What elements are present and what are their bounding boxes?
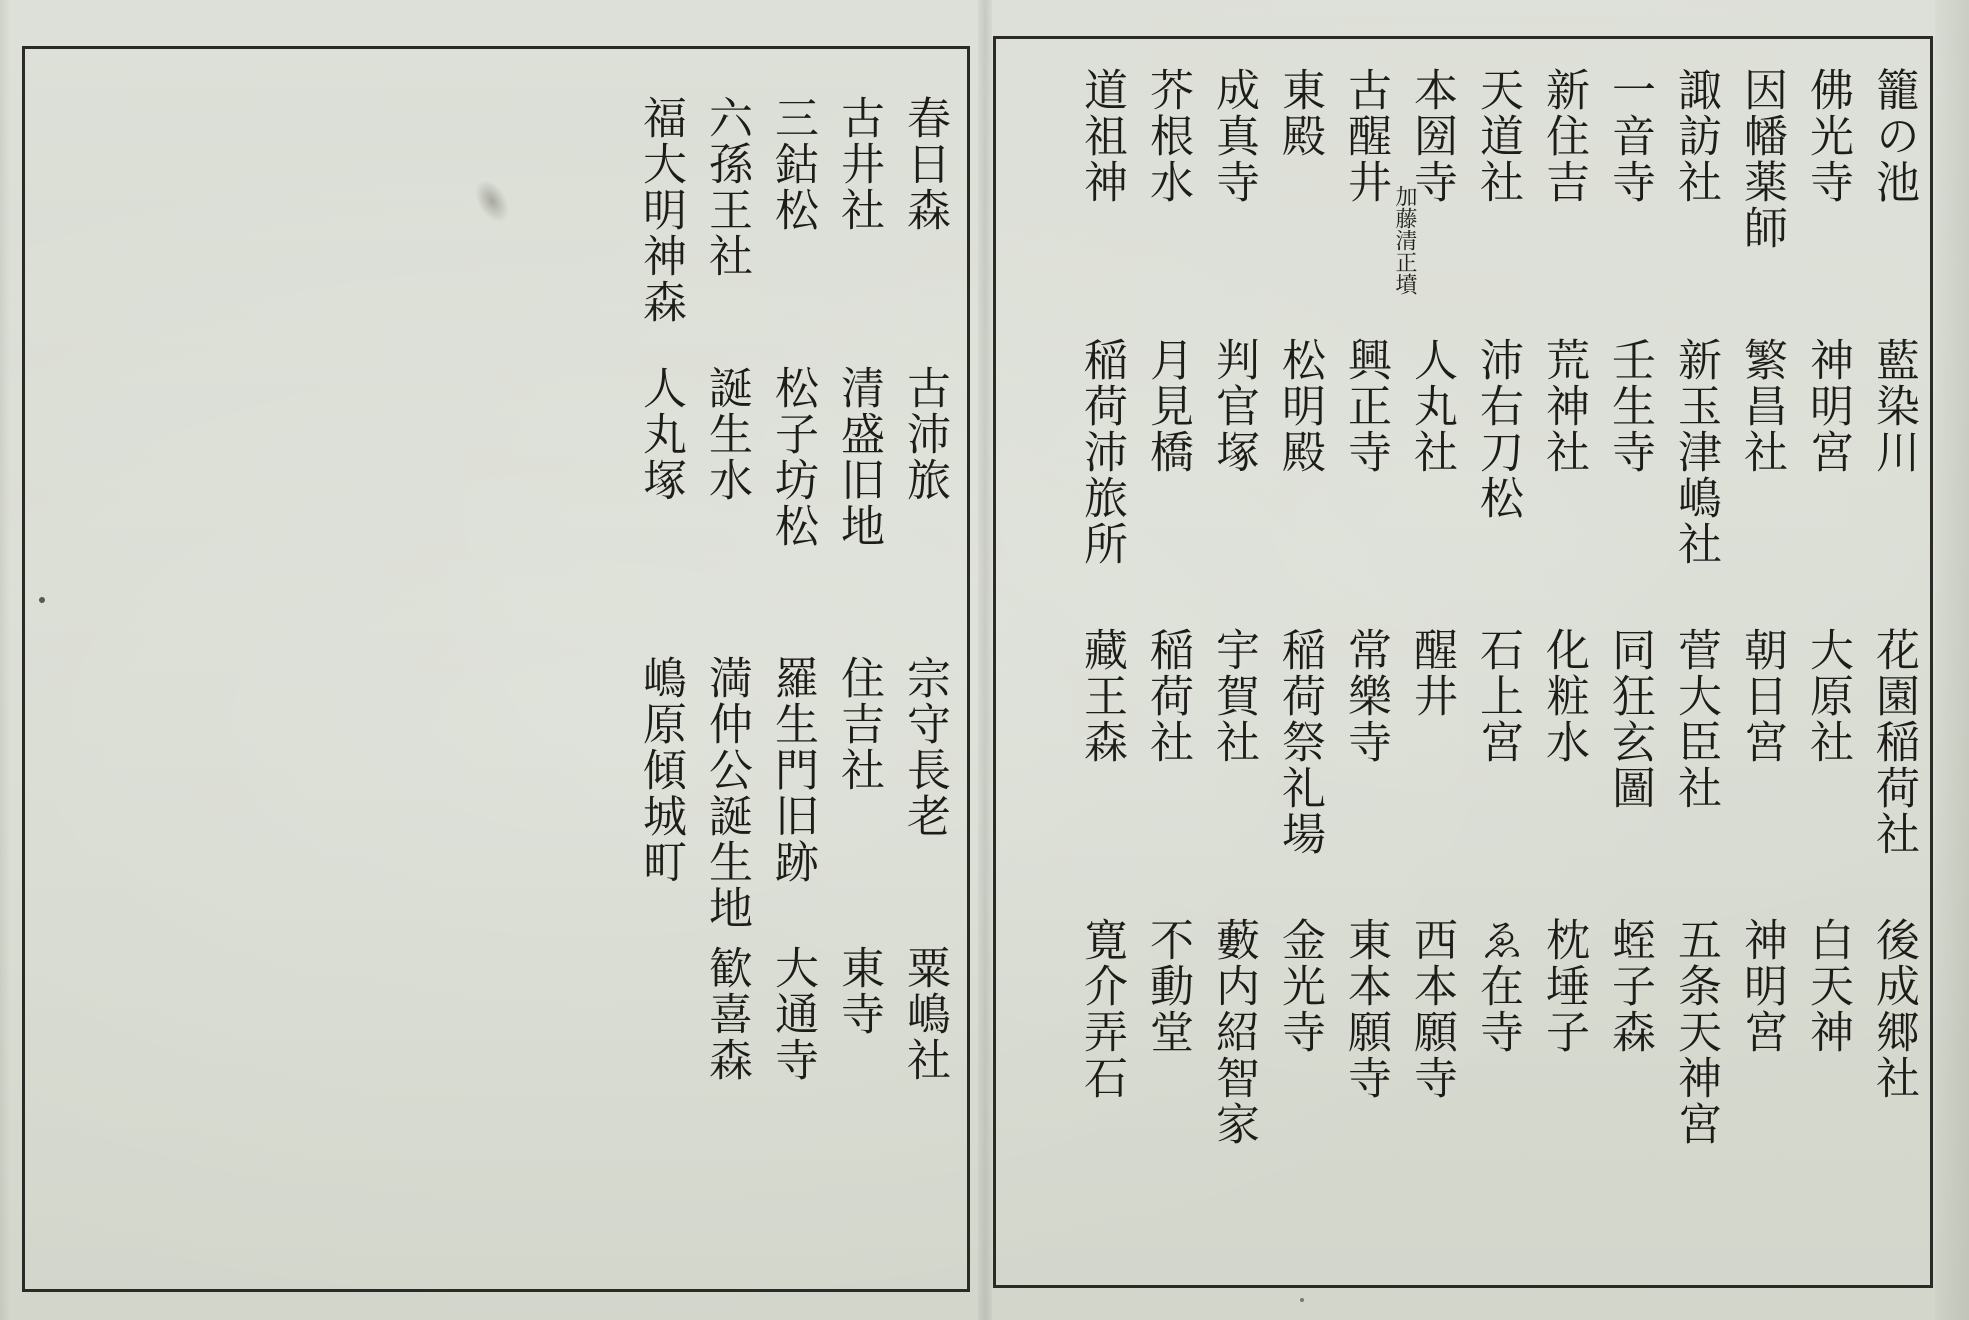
entry-cell — [763, 95, 821, 365]
text-column — [1266, 67, 1332, 1267]
page-edge-shadow — [1935, 0, 1969, 1320]
place-name: 三鈷松 — [767, 95, 818, 233]
entry-cell — [1204, 917, 1262, 1217]
text-column — [1332, 67, 1398, 1267]
entry-cell — [1072, 627, 1130, 917]
place-name: 菅大臣社 — [1670, 627, 1721, 811]
entry-cell — [1402, 627, 1460, 917]
place-name: 白天神 — [1802, 917, 1853, 1055]
entry-cell — [1666, 337, 1724, 627]
place-name: 一音寺 — [1604, 67, 1655, 205]
entry-cell — [1798, 337, 1856, 627]
entry-cell — [1072, 67, 1130, 337]
place-name: 醒井 — [1406, 627, 1457, 719]
place-name: 天道社 — [1472, 67, 1523, 205]
entry-cell — [1468, 627, 1526, 917]
entry-cell — [895, 365, 953, 655]
entry-cell — [829, 655, 887, 945]
entry-cell — [1270, 67, 1328, 337]
place-name: 繁昌社 — [1736, 337, 1787, 475]
place-name: 歓喜森 — [701, 945, 752, 1083]
entry-cell — [1204, 67, 1262, 337]
text-column — [1392, 67, 1464, 1267]
entry-cell — [1270, 337, 1328, 627]
place-name: 荒神社 — [1538, 337, 1589, 475]
entry-cell — [1138, 627, 1196, 917]
text-column — [1530, 67, 1596, 1267]
place-name: 五条天神宮 — [1670, 917, 1721, 1147]
entry-cell — [763, 365, 821, 655]
place-name: 稲荷祭礼場 — [1274, 627, 1325, 857]
entry-cell — [1534, 67, 1592, 337]
entry-cell — [1072, 917, 1130, 1217]
page-edge-shadow — [0, 0, 10, 1320]
place-name: 常樂寺 — [1340, 627, 1391, 765]
place-name: 人丸塚 — [635, 365, 686, 503]
place-name: 古沛旅 — [899, 365, 950, 503]
place-name: 藏王森 — [1076, 627, 1127, 765]
entry-cell — [1600, 67, 1658, 337]
place-name: 粟嶋社 — [899, 945, 950, 1083]
place-name: 東本願寺 — [1340, 917, 1391, 1101]
place-name: 新住吉 — [1538, 67, 1589, 205]
place-name: 住吉社 — [833, 655, 884, 793]
place-name: 六孫王社 — [701, 95, 752, 279]
left-page-columns — [25, 49, 967, 1289]
place-name: ゑ在寺 — [1472, 917, 1523, 1055]
place-name: 佛光寺 — [1802, 67, 1853, 205]
place-name: 藪内紹智家 — [1208, 917, 1259, 1147]
text-column — [1068, 67, 1134, 1267]
place-name: 壬生寺 — [1604, 337, 1655, 475]
entry-cell — [1534, 917, 1592, 1217]
place-name: 寛介弄石 — [1076, 917, 1127, 1101]
place-name: 西本願寺 — [1406, 917, 1457, 1101]
entry-cell — [697, 95, 755, 365]
entry-cell — [1732, 67, 1790, 337]
place-name: 松子坊松 — [767, 365, 818, 549]
book-gutter — [978, 0, 992, 1320]
entry-cell — [895, 95, 953, 365]
entry-cell — [1864, 337, 1922, 627]
entry-cell — [829, 95, 887, 365]
entry-cell — [1204, 627, 1262, 917]
ink-spot — [1300, 1298, 1304, 1302]
annotation-note: 加藤清正墳 — [1392, 185, 1417, 295]
place-name: 興正寺 — [1340, 337, 1391, 475]
entry-cell — [1270, 627, 1328, 917]
entry-cell — [763, 655, 821, 945]
entry-cell — [1864, 917, 1922, 1217]
entry-cell — [1138, 917, 1196, 1217]
place-name: 神明宮 — [1736, 917, 1787, 1055]
entry-cell — [697, 945, 755, 1245]
entry-cell — [1138, 67, 1196, 337]
entry-cell — [1336, 627, 1394, 917]
entry-cell — [1732, 917, 1790, 1217]
place-name: 諏訪社 — [1670, 67, 1721, 205]
text-column — [1596, 67, 1662, 1267]
entry-cell — [1270, 917, 1328, 1217]
entry-cell — [1534, 627, 1592, 917]
text-column — [693, 95, 759, 1295]
entry-cell — [1468, 917, 1526, 1217]
place-name: 因幡薬師 — [1736, 67, 1787, 251]
place-name: 不動堂 — [1142, 917, 1193, 1055]
place-name: 羅生門旧跡 — [767, 655, 818, 885]
entry-cell — [631, 365, 689, 655]
text-column — [1464, 67, 1530, 1267]
entry-cell — [1600, 917, 1658, 1217]
place-name: 石上宮 — [1472, 627, 1523, 765]
left-page-frame — [22, 46, 970, 1292]
place-name: 花園稲荷社 — [1868, 627, 1919, 857]
entry-cell — [1468, 337, 1526, 627]
place-name: 枕埵子 — [1538, 917, 1589, 1055]
place-name: 古醒井 — [1340, 67, 1391, 205]
entry-cell — [1666, 67, 1724, 337]
text-column — [1134, 67, 1200, 1267]
text-column — [891, 95, 957, 1295]
place-name: 金光寺 — [1274, 917, 1325, 1055]
place-name: 福大明神森 — [635, 95, 686, 325]
entry-cell — [697, 655, 755, 945]
place-name: 満仲公誕生地 — [701, 655, 752, 931]
entry-cell — [1864, 67, 1922, 337]
entry-cell — [1138, 337, 1196, 627]
entry-cell — [1600, 627, 1658, 917]
entry-cell — [1072, 337, 1130, 627]
place-name: 誕生水 — [701, 365, 752, 503]
entry-cell — [1864, 627, 1922, 917]
text-column — [627, 95, 693, 1295]
place-name: 松明殿 — [1274, 337, 1325, 475]
place-name: 清盛旧地 — [833, 365, 884, 549]
place-name: 人丸社 — [1406, 337, 1457, 475]
text-column — [1860, 67, 1926, 1267]
place-name: 月見橋 — [1142, 337, 1193, 475]
place-name: 籠の池 — [1868, 67, 1919, 205]
place-name: 東寺 — [833, 945, 884, 1037]
entry-cell — [1336, 67, 1394, 337]
place-name: 成真寺 — [1208, 67, 1259, 205]
place-name: 化粧水 — [1538, 627, 1589, 765]
entry-cell — [1666, 917, 1724, 1217]
place-name: 古井社 — [833, 95, 884, 233]
place-name: 道祖神 — [1076, 67, 1127, 205]
entry-cell — [1468, 67, 1526, 337]
text-column — [1728, 67, 1794, 1267]
entry-cell — [697, 365, 755, 655]
place-name: 大通寺 — [767, 945, 818, 1083]
entry-cell — [1336, 337, 1394, 627]
place-name: 稲荷社 — [1142, 627, 1193, 765]
place-name: 東殿 — [1274, 67, 1325, 159]
entry-cell — [1732, 337, 1790, 627]
entry-cell — [829, 945, 887, 1245]
text-column — [825, 95, 891, 1295]
entry-cell — [1666, 627, 1724, 917]
entry-cell — [1204, 337, 1262, 627]
entry-cell — [1798, 67, 1856, 337]
entry-cell — [1534, 337, 1592, 627]
place-name: 朝日宮 — [1736, 627, 1787, 765]
place-name: 判官塚 — [1208, 337, 1259, 475]
entry-cell — [1798, 917, 1856, 1217]
entry-cell — [895, 945, 953, 1245]
place-name: 後成郷社 — [1868, 917, 1919, 1101]
place-name: 大原社 — [1802, 627, 1853, 765]
place-name: 稲荷沛旅所 — [1076, 337, 1127, 567]
entry-cell — [829, 365, 887, 655]
entry-cell — [631, 655, 689, 945]
entry-cell — [1732, 627, 1790, 917]
place-name: 同狂玄圖 — [1604, 627, 1655, 811]
place-name: 宇賀社 — [1208, 627, 1259, 765]
right-page-columns — [996, 39, 1930, 1285]
text-column — [1794, 67, 1860, 1267]
entry-cell — [763, 945, 821, 1245]
entry-cell — [895, 655, 953, 945]
entry-cell — [1798, 627, 1856, 917]
entry-cell — [1402, 917, 1460, 1217]
place-name: 新玉津嶋社 — [1670, 337, 1721, 567]
text-column — [759, 95, 825, 1295]
place-name: 嶋原傾城町 — [635, 655, 686, 885]
entry-cell — [1392, 67, 1460, 337]
text-column — [1200, 67, 1266, 1267]
entry-cell — [1402, 337, 1460, 627]
place-name: 春日森 — [899, 95, 950, 233]
right-page-frame — [993, 36, 1933, 1288]
place-name: 宗守長老 — [899, 655, 950, 839]
place-name: 本圀寺 — [1406, 67, 1457, 205]
place-name: 沛右刀松 — [1472, 337, 1523, 521]
place-name: 藍染川 — [1868, 337, 1919, 475]
entry-cell — [1600, 337, 1658, 627]
text-column — [1662, 67, 1728, 1267]
place-name: 神明宮 — [1802, 337, 1853, 475]
entry-cell — [631, 95, 689, 365]
entry-cell — [1336, 917, 1394, 1217]
place-name: 芥根水 — [1142, 67, 1193, 205]
place-name: 蛭子森 — [1604, 917, 1655, 1055]
